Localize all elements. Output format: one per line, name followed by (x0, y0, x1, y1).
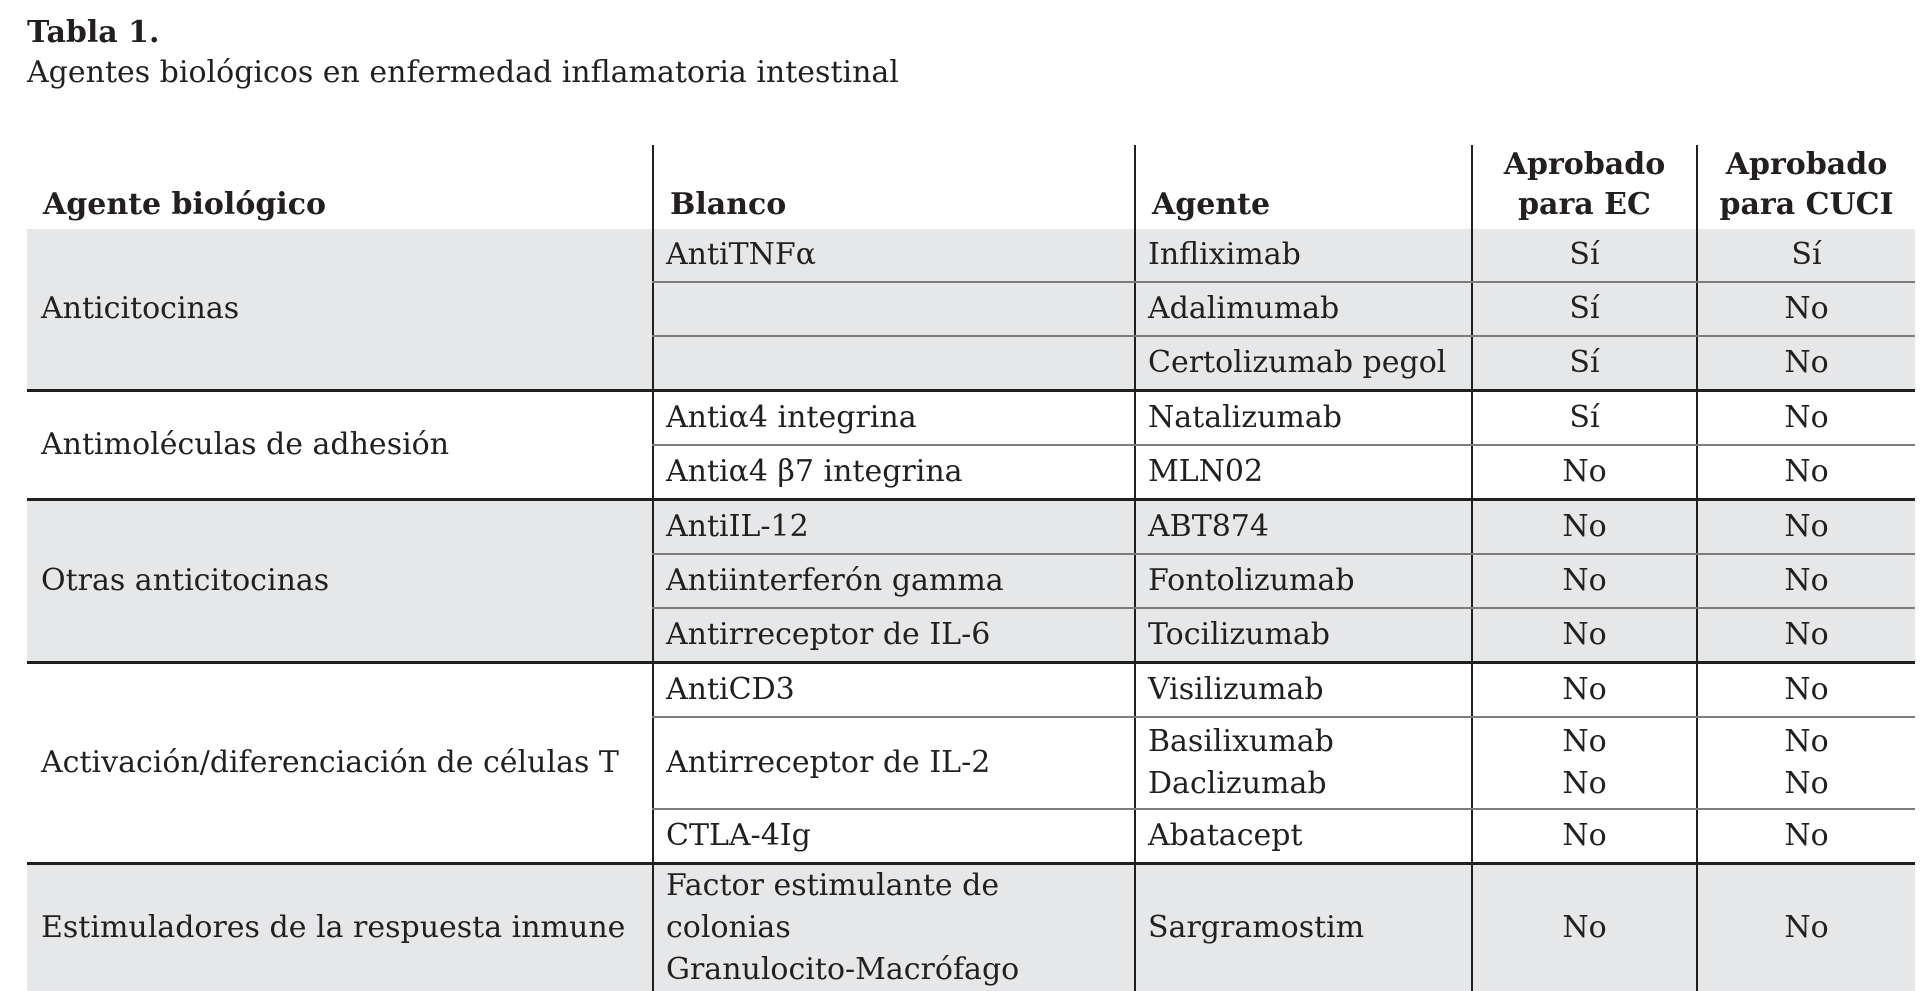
cuci-cell: No (1697, 282, 1915, 336)
agente-cell: Natalizumab (1135, 391, 1472, 446)
ec-cell: Sí (1472, 229, 1697, 282)
header-aprobado-ec-line2: para EC (1473, 185, 1696, 225)
group-name: Anticitocinas (27, 229, 653, 391)
blanco-cell (653, 282, 1135, 336)
header-aprobado-ec-line1: Aprobado (1473, 145, 1696, 185)
cuci-cell: No (1697, 864, 1915, 991)
group-name: Antimoléculas de adhesión (27, 391, 653, 500)
header-blanco: Blanco (653, 145, 1135, 229)
ec-cell: No (1472, 608, 1697, 663)
blanco-cell: Antiinterferón gamma (653, 554, 1135, 608)
ec-cell: No (1472, 864, 1697, 991)
agente-cell (1135, 717, 1472, 809)
table-title-block (27, 14, 899, 94)
ec-cell: No (1472, 554, 1697, 608)
table-row (27, 500, 1915, 555)
ec-cell: Sí (1472, 391, 1697, 446)
ec-line: No (1473, 763, 1696, 805)
blanco-cell (653, 336, 1135, 391)
agente-cell: Visilizumab (1135, 663, 1472, 718)
table-row (27, 864, 1915, 991)
ec-cell: No (1472, 500, 1697, 555)
table-row (27, 391, 1915, 446)
header-row (27, 145, 1915, 229)
agente-cell: Fontolizumab (1135, 554, 1472, 608)
table-row (27, 663, 1915, 718)
blanco-cell: Antiα4 β7 integrina (653, 445, 1135, 500)
biologic-agents-table (27, 145, 1915, 991)
blanco-line: Factor estimulante de colonias (666, 865, 1122, 949)
blanco-cell: Antiα4 integrina (653, 391, 1135, 446)
header-agente-biologico: Agente biológico (27, 145, 653, 229)
table-row (27, 229, 1915, 282)
cuci-cell: No (1697, 663, 1915, 718)
ec-cell (1472, 717, 1697, 809)
table-caption: Agentes biológicos en enfermedad inflamatoria intestinal (27, 52, 899, 94)
ec-line: No (1473, 721, 1696, 763)
agente-line: Basilixumab (1148, 721, 1459, 763)
blanco-cell: Antirreceptor de IL-6 (653, 608, 1135, 663)
agente-cell: MLN02 (1135, 445, 1472, 500)
agente-cell: Tocilizumab (1135, 608, 1472, 663)
ec-cell: No (1472, 809, 1697, 864)
cuci-cell: No (1697, 391, 1915, 446)
blanco-cell: AntiTNFα (653, 229, 1135, 282)
cuci-line: No (1698, 763, 1915, 805)
ec-cell: No (1472, 445, 1697, 500)
ec-cell: Sí (1472, 282, 1697, 336)
header-aprobado-cuci (1697, 145, 1915, 229)
cuci-cell (1697, 717, 1915, 809)
ec-cell: Sí (1472, 336, 1697, 391)
header-aprobado-cuci-line1: Aprobado (1698, 145, 1915, 185)
agente-line: Daclizumab (1148, 763, 1459, 805)
header-aprobado-ec (1472, 145, 1697, 229)
agente-cell: ABT874 (1135, 500, 1472, 555)
agente-cell: Sargramostim (1135, 864, 1472, 991)
blanco-cell: Antirreceptor de IL-2 (653, 717, 1135, 809)
agente-cell: Abatacept (1135, 809, 1472, 864)
header-aprobado-cuci-line2: para CUCI (1698, 185, 1915, 225)
agente-cell: Adalimumab (1135, 282, 1472, 336)
cuci-cell: No (1697, 809, 1915, 864)
blanco-cell: AntiCD3 (653, 663, 1135, 718)
cuci-cell: Sí (1697, 229, 1915, 282)
cuci-cell: No (1697, 500, 1915, 555)
group-name: Otras anticitocinas (27, 500, 653, 663)
cuci-cell: No (1697, 608, 1915, 663)
ec-cell: No (1472, 663, 1697, 718)
agente-cell: Infliximab (1135, 229, 1472, 282)
blanco-cell: AntiIL-12 (653, 500, 1135, 555)
table-label: Tabla 1. (27, 14, 899, 52)
cuci-cell: No (1697, 336, 1915, 391)
header-agente: Agente (1135, 145, 1472, 229)
group-name: Activación/diferenciación de células T (27, 663, 653, 864)
cuci-line: No (1698, 721, 1915, 763)
cuci-cell: No (1697, 445, 1915, 500)
blanco-line: Granulocito-Macrófago (666, 949, 1122, 991)
group-name: Estimuladores de la respuesta inmune (27, 864, 653, 991)
blanco-cell (653, 864, 1135, 991)
cuci-cell: No (1697, 554, 1915, 608)
agente-cell: Certolizumab pegol (1135, 336, 1472, 391)
blanco-cell: CTLA-4Ig (653, 809, 1135, 864)
